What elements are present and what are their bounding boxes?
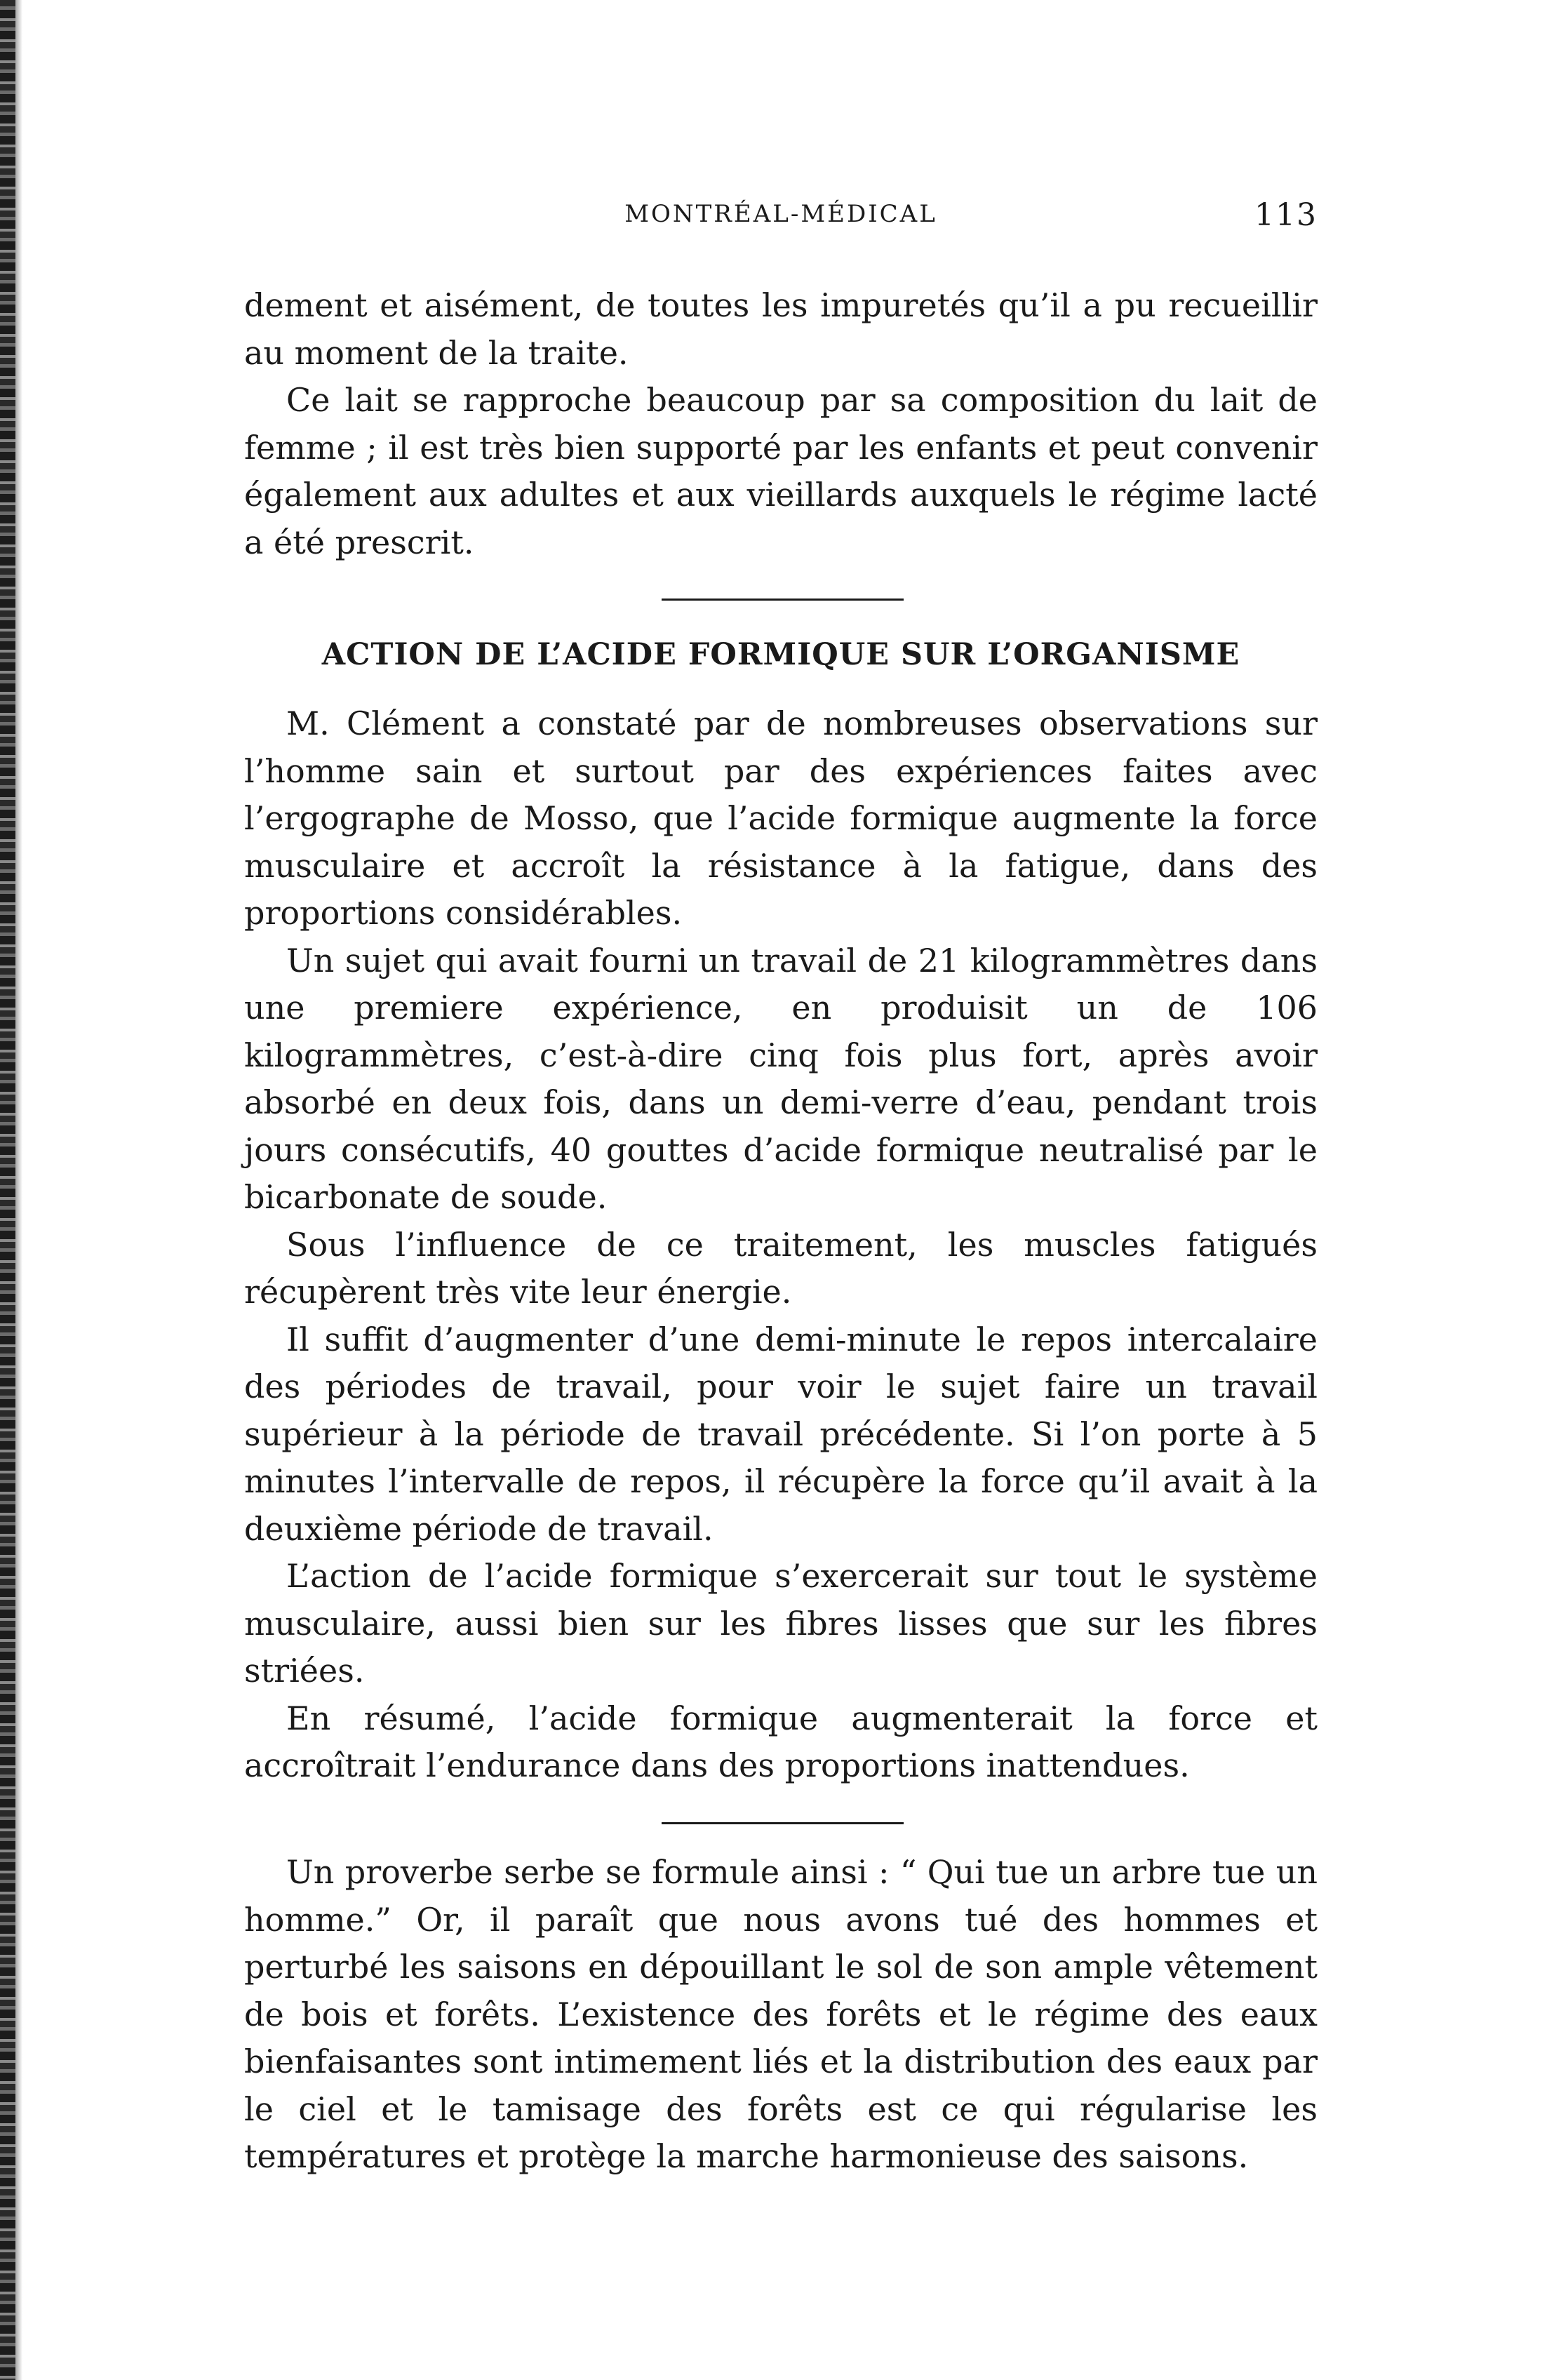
journal-title: MONTRÉAL-MÉDICAL	[624, 200, 937, 228]
paragraph: dement et aisément, de toutes les impuretés qu’il a pu recueillir au moment de la traite.	[244, 286, 1318, 372]
milk-section	[244, 282, 1318, 566]
running-head	[244, 197, 1318, 242]
paragraph: M. Clément a constaté par de nombreuses observations sur l’homme sain et surtout par des expériences faites avec l’ergographe de Mosso, que l’acide formique augmente la force musculaire et accroît la résistance à la fatigue, dans des proportions considérables.	[244, 704, 1318, 932]
section-heading: ACTION DE L’ACIDE FORMIQUE SUR L’ORGANISME	[321, 637, 1240, 672]
paragraph: Il suffit d’augmenter d’une demi-minute le repos intercalaire des périodes de travail, pour voir le sujet faire un travail supérieur à la période de travail précédente. Si l’on porte à 5 minutes l’intervalle de repos, il récupère la force qu’il avait à la deuxième période de travail.	[244, 1320, 1318, 1548]
page-number: 113	[1254, 197, 1318, 233]
formic-acid-section	[244, 700, 1318, 1790]
paragraph: Sous l’influence de ce traitement, les muscles fatigués récupèrent très vite leur énergie.	[244, 1225, 1318, 1311]
paragraph: Un sujet qui avait fourni un travail de 21 kilogrammètres dans une premiere expérience, en produisit un de 106 kilogrammètres, c’est-à-dire cinq fois plus fort, après avoir absorbé en deux fois, dans un demi-verre d’eau, pendant trois jours consécutifs, 40 gouttes d’acide formique neutralisé par le bicarbonate de soude.	[244, 941, 1318, 1216]
paragraph: L’action de l’acide formique s’exercerait sur tout le système musculaire, aussi bien sur les fibres lisses que sur les fibres striées.	[244, 1557, 1318, 1690]
forest-section	[244, 1849, 1318, 2181]
binding-edge	[0, 0, 15, 2380]
section-divider	[662, 1822, 904, 1824]
section-divider	[662, 599, 904, 601]
paragraph: Ce lait se rapproche beaucoup par sa composition du lait de femme ; il est très bien supporté par les enfants et peut convenir également aux adultes et aux vieillards auxquels le régime lacté a été prescrit.	[244, 381, 1318, 561]
paragraph: En résumé, l’acide formique augmenterait la force et accroîtrait l’endurance dans des proportions inattendues.	[244, 1699, 1318, 1784]
paragraph: Un proverbe serbe se formule ainsi : “ Qui tue un arbre tue un homme.” Or, il paraît que nous avons tué des hommes et perturbé les saisons en dépouillant le sol de son ample vêtement de bois et forêts. L’existence des forêts et le régime des eaux bienfaisantes sont intimement liés et la distribution des eaux par le ciel et le tamisage des forêts est ce qui régularise les températures et protège la marche harmonieuse des saisons.	[244, 1853, 1318, 2175]
